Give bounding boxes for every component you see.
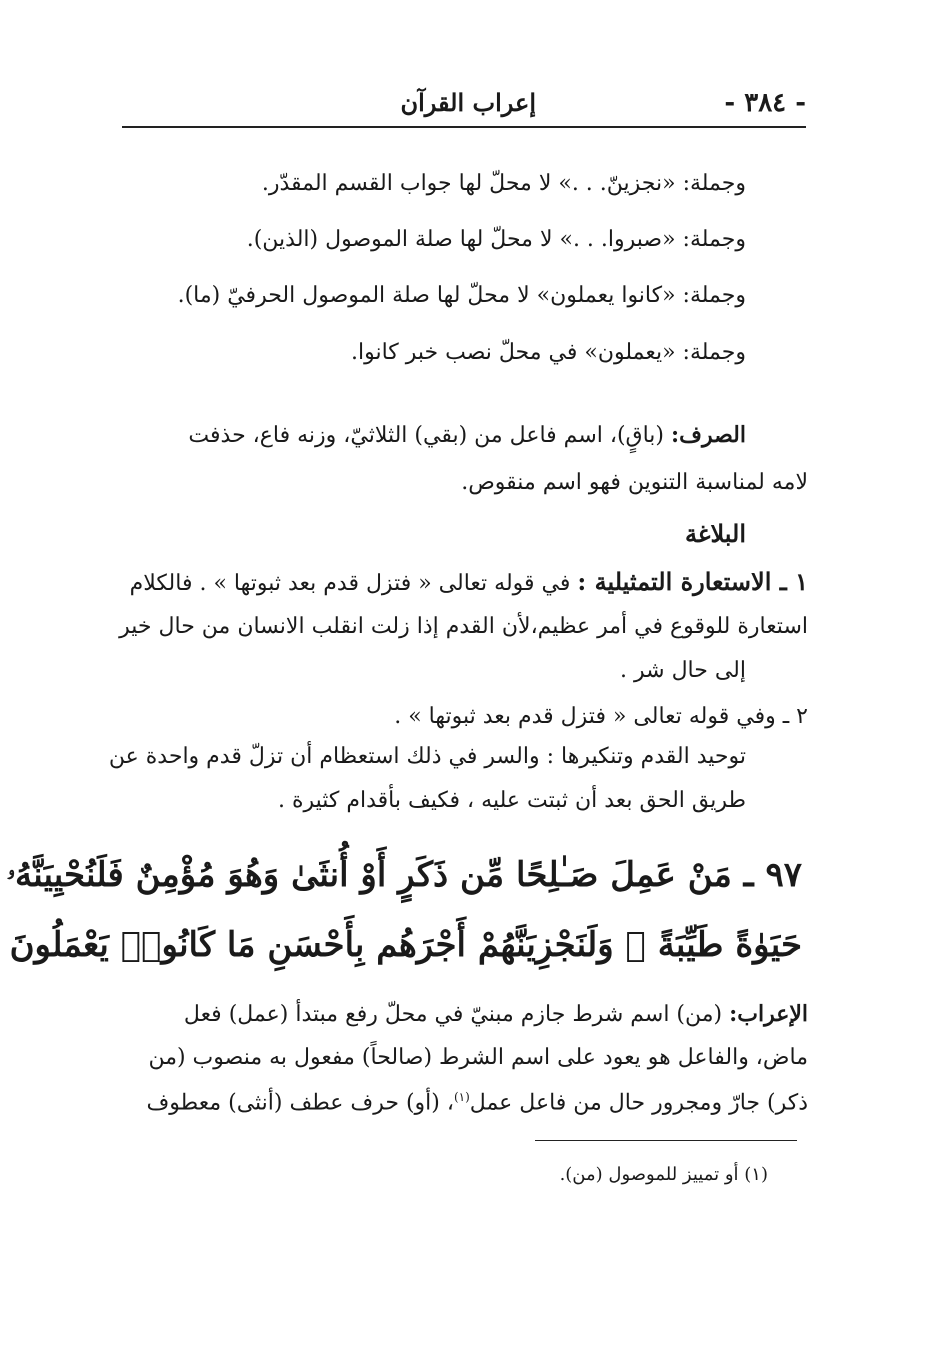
quran-verse-line-1: ٩٧ ـ مَنْ عَمِلَ صَـٰلِحًا مِّن ذَكَرٍ أَوْ أُنثَىٰ وَهُوَ مُؤْمِنٌ فَلَنُحْيِيَنَّهُۥ — [6, 855, 802, 895]
footnote-divider — [535, 1140, 797, 1141]
balagha-item-1-line-3: إلى حال شر . — [620, 658, 746, 683]
sentence-line-1: وجملة: «نجزينّ. . .» لا محلّ لها جواب القسم المقدّر. — [261, 171, 746, 196]
sarf-text-1: (باقٍ)، اسم فاعل من (بقي) الثلاثيّ، وزنه فاع، حذفت — [188, 423, 665, 448]
quran-verse-line-2 — [0, 925, 802, 966]
balagha-heading: البلاغة — [685, 519, 746, 548]
irab-label: الإعراب: — [729, 1001, 808, 1027]
balagha-item-1-line-2: استعارة للوقوع في أمر عظيم،لأن القدم إذا زلت انقلب الانسان من حال خير — [119, 614, 808, 639]
irab-text-3a: ذكر) جارّ ومجرور حال من فاعل عمل — [469, 1090, 808, 1116]
balagha-item-1-label: ١ ـ الاستعارة التمثيلية : — [577, 567, 808, 596]
sarf-paragraph-line-2: لامه لمناسبة التنوين فهو اسم منقوص. — [461, 470, 808, 495]
sentence-line-3: وجملة: «كانوا يعملون» لا محلّ لها صلة الموصول الحرفيّ (ما). — [177, 283, 746, 308]
footnote: (١) أو تمييز للموصول (من). — [559, 1164, 768, 1185]
irab-line-1 — [184, 1003, 808, 1026]
page-header — [122, 82, 806, 128]
footnote-marker: (١) — [453, 1090, 470, 1104]
balagha-item-2-line-1: ٢ ـ وفي قوله تعالى « فتزل قدم بعد ثبوتها » . — [394, 704, 808, 729]
quran-verse-text-2: حَيَوٰةً طَيِّبَةً ۖ وَلَنَجْزِيَنَّهُمْ أَجْرَهُم بِأَحْسَنِ مَا كَانُوا۟ يَعْمَلُونَ — [9, 925, 802, 965]
irab-line-2: ماض، والفاعل هو يعود على اسم الشرط (صالحاً) مفعول به منصوب (من — [148, 1045, 808, 1070]
sentence-line-2: وجملة: «صبروا. . .» لا محلّ لها صلة الموصول (الذين). — [246, 227, 746, 252]
page-number: - ٣٨٤ - — [724, 88, 806, 118]
sentence-line-4: وجملة: «يعملون» في محلّ نصب خبر كانوا. — [350, 340, 746, 365]
balagha-item-2-line-3: طريق الحق بعد أن ثبتت عليه ، فكيف بأقدام كثيرة . — [277, 788, 746, 813]
balagha-item-1-line-1 — [129, 567, 808, 596]
running-title: إعراب القرآن — [400, 88, 536, 117]
sarf-label: الصرف: — [671, 422, 746, 448]
irab-text-3b: ، (أو) حرف عطف (أنثى) معطوف — [146, 1090, 454, 1116]
irab-text-1: (من) اسم شرط جازم مبنيّ في محلّ رفع مبتدأ (عمل) فعل — [183, 1002, 723, 1027]
irab-line-3 — [147, 1091, 809, 1114]
balagha-item-1-text: في قوله تعالى « فتزل قدم بعد ثبوتها » . فالكلام — [129, 571, 571, 596]
balagha-item-2-line-2: توحيد القدم وتنكيرها : والسر في ذلك استعظام أن تزلّ قدم واحدة عن — [108, 744, 746, 769]
sarf-paragraph-line-1 — [188, 424, 746, 447]
